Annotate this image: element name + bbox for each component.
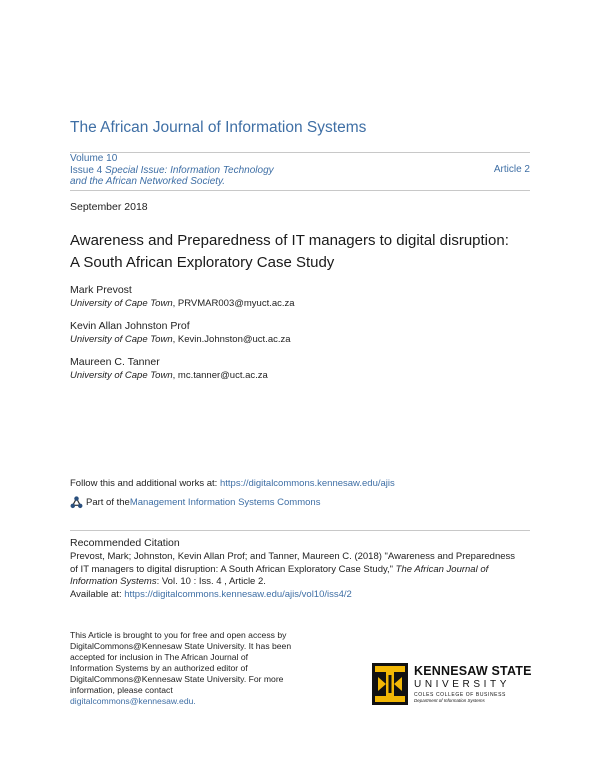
ksu-emblem-icon — [372, 663, 408, 705]
ksu-university: UNIVERSITY — [414, 678, 511, 690]
issue-number: Issue 4 — [70, 164, 103, 176]
notice-line: information, please contact — [70, 685, 173, 695]
commons-link[interactable]: Management Information Systems Commons — [129, 497, 321, 508]
kennesaw-logo — [372, 660, 532, 708]
issue-link[interactable] — [70, 165, 274, 177]
citation-link[interactable]: https://digitalcommons.kennesaw.edu/ajis/vol10/iss4/2 — [124, 588, 352, 600]
author-email: , PRVMAR003@myuct.ac.za — [172, 298, 295, 309]
article-number[interactable]: Article 2 — [493, 164, 530, 175]
author-entry — [70, 355, 268, 383]
author-affiliation — [70, 369, 268, 383]
part-of-text: Part of the — [86, 497, 130, 508]
part-of-line — [70, 496, 320, 509]
volume-link[interactable]: Volume 10 — [70, 153, 118, 164]
notice-line: This Article is brought to you for free and open access by — [70, 630, 287, 640]
citation-text: : Vol. 10 : Iss. 4 , Article 2. — [156, 576, 266, 587]
ksu-wordmark — [414, 665, 532, 703]
citation-body — [70, 551, 540, 601]
citation-line — [70, 589, 540, 602]
follow-text: Follow this and additional works at: — [70, 478, 220, 489]
author-name[interactable]: Kevin Allan Johnston Prof — [70, 320, 190, 332]
citation-journal: Information Systems — [70, 576, 157, 587]
author-institution: University of Cape Town — [70, 370, 173, 381]
contact-email-link[interactable]: digitalcommons@kennesaw.edu. — [70, 696, 196, 706]
author-entry — [70, 319, 291, 347]
ksu-department: Department of Information Systems — [414, 697, 485, 703]
author-affiliation — [70, 297, 295, 311]
volume-issue-block — [70, 153, 274, 188]
available-text: Available at: — [70, 588, 125, 600]
article-title-line: A South African Exploratory Case Study — [70, 254, 335, 271]
author-institution: University of Cape Town — [70, 298, 173, 309]
citation-line: Prevost, Mark; Johnston, Kevin Allan Prof; and Tanner, Maureen C. (2018) "Awareness and Preparedness — [70, 551, 516, 562]
author-affiliation — [70, 333, 291, 347]
article-title — [70, 230, 540, 274]
author-email: , Kevin.Johnston@uct.ac.za — [172, 334, 291, 345]
author-email: , mc.tanner@uct.ac.za — [172, 370, 268, 381]
citation-text: of IT managers to digital disruption: A South African Exploratory Case Study," — [70, 563, 396, 575]
author-entry — [70, 283, 295, 311]
notice-line: DigitalCommons@Kennesaw State University. For more — [70, 674, 284, 684]
follow-link[interactable]: https://digitalcommons.kennesaw.edu/ajis — [219, 478, 395, 489]
author-institution: University of Cape Town — [70, 334, 173, 345]
citation-line — [70, 564, 540, 577]
journal-title[interactable]: The African Journal of Information Systems — [70, 119, 367, 136]
issue-special-title: Special Issue: Information Technology — [105, 164, 274, 176]
follow-line — [70, 478, 395, 489]
divider — [70, 530, 530, 531]
citation-line — [70, 576, 540, 589]
notice-line: DigitalCommons@Kennesaw State University. It has been — [70, 641, 292, 651]
issue-special-title-cont[interactable]: and the African Networked Society. — [70, 176, 226, 187]
citation-heading: Recommended Citation — [70, 537, 180, 549]
publication-date: September 2018 — [70, 201, 148, 213]
network-icon — [70, 496, 83, 509]
citation-journal: The African Journal of — [395, 563, 489, 575]
notice-line: accepted for inclusion in The African Journal of — [70, 652, 249, 662]
author-name[interactable]: Maureen C. Tanner — [70, 356, 160, 368]
divider — [70, 190, 530, 191]
ksu-name: KENNESAW STATE — [414, 664, 532, 678]
open-access-notice — [70, 630, 300, 707]
author-name[interactable]: Mark Prevost — [70, 284, 132, 296]
notice-line: Information Systems by an authorized editor of — [70, 663, 248, 673]
article-title-line: Awareness and Preparedness of IT managers to digital disruption: — [70, 232, 509, 249]
ksu-college: COLES COLLEGE OF BUSINESS — [414, 691, 506, 698]
